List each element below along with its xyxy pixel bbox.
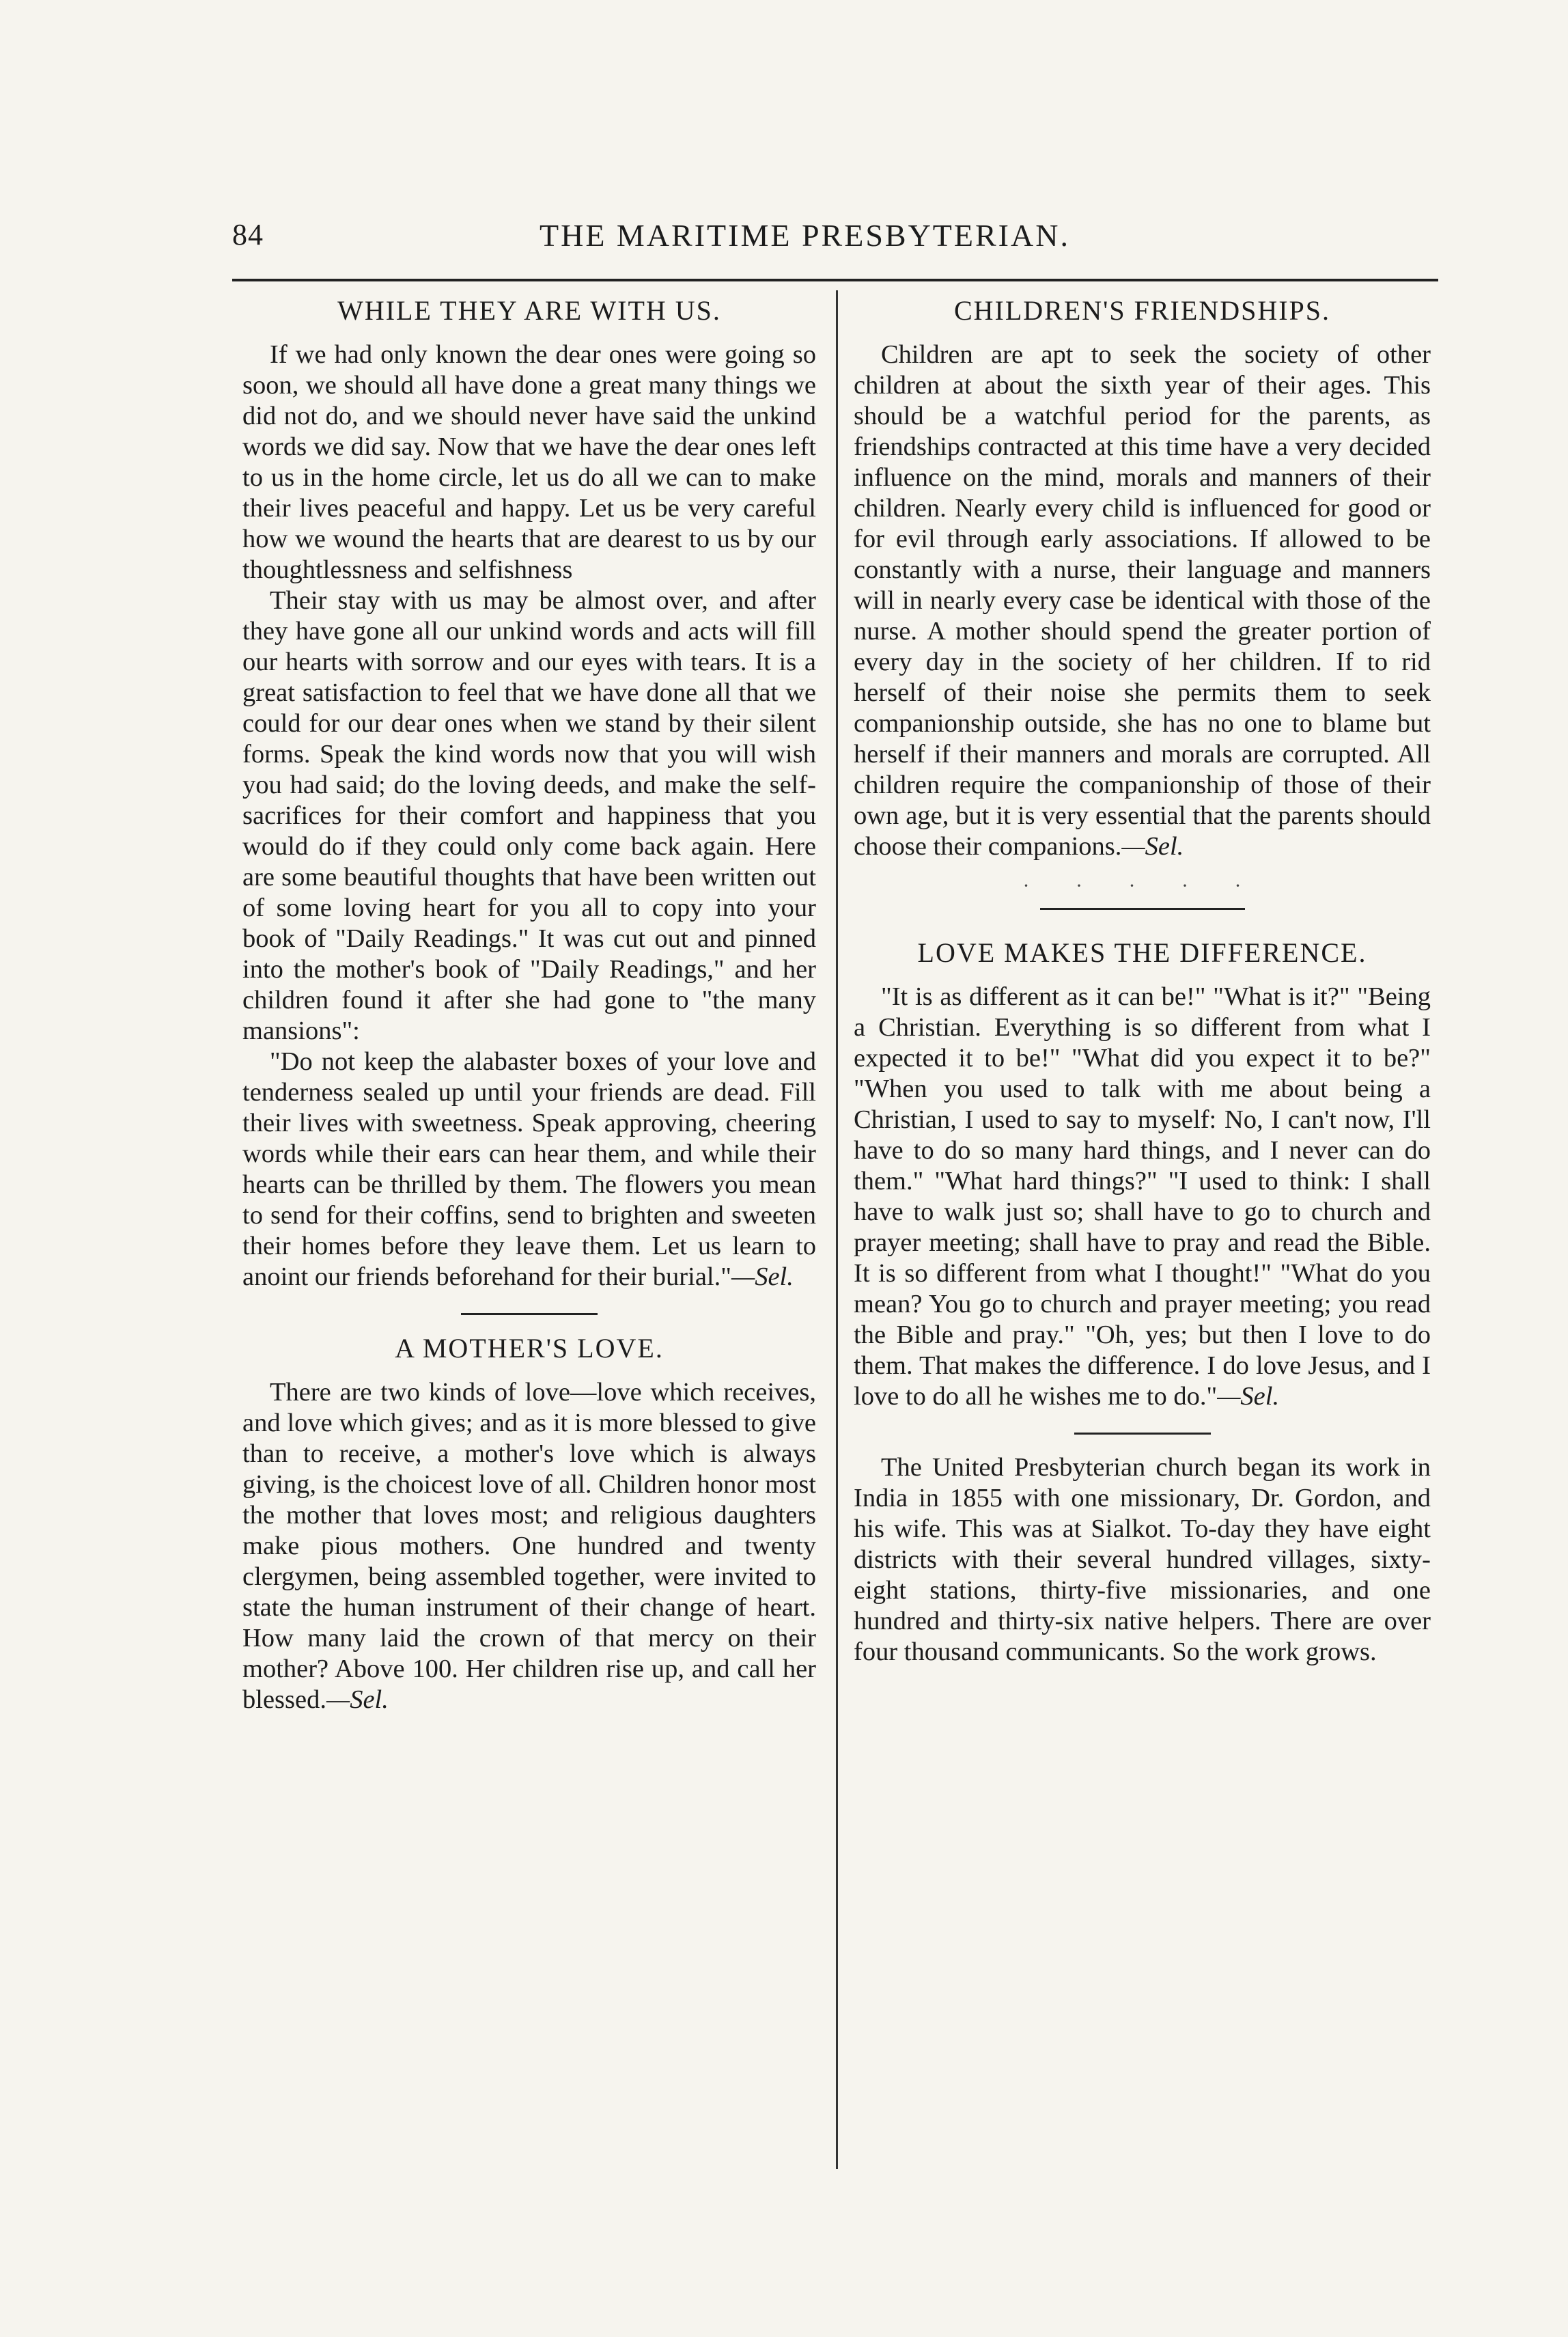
article-title: LOVE MAKES THE DIFFERENCE. [917,937,1367,968]
publication-title: THE MARITIME PRESBYTERIAN. [540,218,1070,253]
article-paragraph [242,1047,816,1292]
article-love-makes-the-difference [854,937,1431,1412]
article-paragraph: If we had only known the dear ones were going so soon, we should all have done a great many things we did not do, and we should never have said the unkind words we did say. Now that we have the dear ones left to us in the home circle, let us do all we can to make their lives peaceful and happy. Let us be very careful how we wound the hearts that are dearest to us by our thoughtlessness and selfishness [242,340,816,584]
article-childrens-friendships [854,295,1431,862]
header-rule [232,279,1438,281]
article-paragraph: The United Presbyterian church began its work in India in 1855 with one missionary, Dr. Gordon, and his wife. This was at Sialkot. To-day they have eight districts with their several hundred villages, sixty-eight stations, thirty-five missionaries, and one hundred and thirty-six native helpers. There are over four thousand communicants. So the work grows. [854,1453,1431,1666]
article-paragraph: Their stay with us may be almost over, and after they have gone all our unkind words and acts will fill our hearts with sorrow and our eyes with tears. It is a great satisfaction to feel that we have done all that we could for our dear ones when we stand by their silent forms. Speak the kind words now that you will wish you had said; do the loving deeds, and make the self-sacrifices for their comfort and happiness that you would do if they could only come back again. Here are some beautiful thoughts that have been written out of some loving heart for you all to copy into your book of "Daily Readings." It was cut out and pinned into the mother's book of "Daily Readings," and her children found it after she had gone to "the many mansions": [242,586,816,1045]
article-united-presbyterian-india [854,1452,1431,1668]
paragraph-text: Children are apt to seek the society of other children at about the sixth year of their ages. This should be a watchful period for the parents, as friendships contracted at this time have a very decided influence on the mind, morals and manners of their children. Nearly every child is influenced for good or for evil through early associations. If allowed to be constantly with a nurse, their language and manners will in nearly every case be identical with those of the nurse. A mother should spend the greater portion of every day in the society of her children. If to rid herself of their noise she permits them to seek companionship outside, she has no one to blame but herself if their manners and morals are corrupted. All children require the companionship of those of their own age, but it is very essential that the parents should choose their companions. [854,340,1431,861]
article-paragraph [854,340,1431,862]
section-separator [1074,1433,1211,1435]
signature: —Sel. [731,1262,794,1291]
article-paragraph [242,1377,816,1715]
page-header [232,217,1438,265]
article-a-mothers-love [242,1333,816,1715]
signature: —Sel. [326,1685,389,1714]
paragraph-text: "It is as different as it can be!" "What is it?" "Being a Christian. Everything is so different from what I expected it to be!" "What did you expect it to be?" "When you used to talk with me about being a Christian, I used to say to myself: No, I can't now, I'll have to do so many hard things, and I never can do them." "What hard things?" "I used to think: I shall have to walk just so; shall have to go to church and prayer meeting; shall have to pray and read the Bible. It is so different from what I thought!" "What do you mean? You go to church and prayer meeting; you read the Bible and pray." "Oh, yes; but then I love to do them. That makes the difference. I do love Jesus, and I love to do all he wishes me to do." [854,982,1431,1411]
signature: —Sel. [1217,1382,1280,1411]
right-column [854,295,1431,1668]
section-separator [1040,908,1245,910]
article-paragraph [854,982,1431,1412]
column-divider [836,290,838,2169]
article-while-they-are-with-us [242,295,816,1292]
paragraph-text: There are two kinds of love—love which receives, and love which gives; and as it is more blessed to give than to receive, a mother's love which is always giving, is the choicest love of all. Children honor most the mother that loves most; and religious daughters make pious mothers. One hundred and twenty clergymen, being assembled together, were invited to state the human instrument of their change of heart. How many laid the crown of that mercy on their mother? Above 100. Her children rise up, and call her blessed. [242,1378,816,1714]
article-title: WHILE THEY ARE WITH US. [337,295,721,326]
dotted-separator: · · · · · [1022,874,1262,897]
article-title: CHILDREN'S FRIENDSHIPS. [953,295,1331,326]
quote-text: "Do not keep the alabaster boxes of your love and tenderness sealed up until your friends are dead. Fill their lives with sweetness. Speak approving, cheering words while their ears can hear them, and while their hearts can be thrilled by them. The flowers you mean to send for their coffins, send to brighten and sweeten their homes before they leave them. Let us learn to anoint our friends beforehand for their burial." [242,1047,816,1291]
left-column [242,295,816,1715]
article-title: A MOTHER'S LOVE. [395,1333,664,1364]
signature: —Sel. [1121,832,1184,861]
section-separator [461,1313,598,1315]
page-number: 84 [232,218,264,251]
